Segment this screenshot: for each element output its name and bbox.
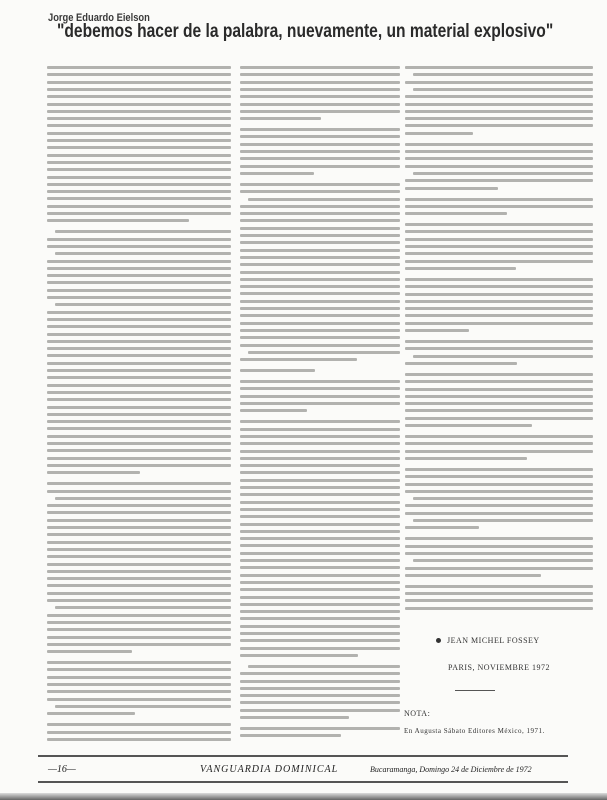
text-line xyxy=(240,716,349,719)
text-line xyxy=(405,599,593,602)
text-line xyxy=(240,493,400,496)
text-line xyxy=(47,88,231,91)
text-line xyxy=(55,497,231,500)
text-line xyxy=(240,552,400,555)
text-line xyxy=(47,95,231,98)
text-line xyxy=(240,157,400,160)
text-line xyxy=(405,395,593,398)
divider xyxy=(455,690,495,691)
text-line xyxy=(240,227,400,230)
text-line xyxy=(248,198,400,201)
text-line xyxy=(240,110,400,113)
text-line xyxy=(240,150,400,153)
text-line xyxy=(405,117,593,120)
text-line xyxy=(240,654,358,657)
text-line xyxy=(240,271,400,274)
text-line xyxy=(405,504,593,507)
text-line xyxy=(240,581,400,584)
text-line xyxy=(413,497,593,500)
text-line xyxy=(240,647,400,650)
text-line xyxy=(405,468,593,471)
text-line xyxy=(47,391,231,394)
text-line xyxy=(240,727,400,730)
text-line xyxy=(405,252,593,255)
author-signature xyxy=(436,636,540,645)
text-line xyxy=(47,511,231,514)
text-line xyxy=(240,322,400,325)
text-line xyxy=(405,388,593,391)
text-line xyxy=(405,435,593,438)
text-line xyxy=(413,172,593,175)
text-line xyxy=(240,559,400,562)
text-line xyxy=(47,274,231,277)
text-line xyxy=(240,336,400,339)
text-line xyxy=(47,723,231,726)
text-line xyxy=(405,567,593,570)
text-line xyxy=(240,603,400,606)
text-line xyxy=(405,592,593,595)
text-line xyxy=(47,124,231,127)
text-line xyxy=(47,584,231,587)
text-line xyxy=(405,267,516,270)
text-line xyxy=(405,260,593,263)
text-line xyxy=(405,143,593,146)
text-line xyxy=(47,621,231,624)
text-line xyxy=(405,607,593,610)
text-line xyxy=(405,322,593,325)
text-line xyxy=(47,197,231,200)
text-line xyxy=(47,712,135,715)
text-line xyxy=(240,734,341,737)
text-line xyxy=(47,333,231,336)
text-line xyxy=(240,300,400,303)
text-line xyxy=(47,139,231,142)
text-line xyxy=(405,373,593,376)
text-line xyxy=(47,519,231,522)
article-headline: "debemos hacer de la palabra, nuevamente, un material explosivo" xyxy=(57,21,554,42)
text-line xyxy=(240,428,400,431)
text-line xyxy=(47,570,231,573)
text-line xyxy=(240,479,400,482)
text-line xyxy=(240,523,400,526)
text-line xyxy=(47,132,231,135)
text-line xyxy=(47,110,231,113)
text-line xyxy=(55,705,231,708)
bullet-icon xyxy=(436,638,441,643)
text-line xyxy=(47,81,231,84)
text-line xyxy=(240,701,400,704)
text-line xyxy=(240,709,400,712)
text-line xyxy=(405,165,593,168)
text-line xyxy=(55,252,231,255)
text-line xyxy=(47,73,231,76)
masthead: VANGUARDIA DOMINICAL xyxy=(200,764,339,775)
text-line xyxy=(240,292,400,295)
text-line xyxy=(240,617,400,620)
text-line xyxy=(240,172,314,175)
text-line xyxy=(405,179,593,182)
page-edge xyxy=(0,793,607,800)
text-line xyxy=(47,398,231,401)
text-line xyxy=(405,450,593,453)
text-line xyxy=(47,577,231,580)
text-line xyxy=(47,362,231,365)
text-line xyxy=(405,402,593,405)
text-line xyxy=(240,574,400,577)
text-line xyxy=(405,417,593,420)
text-line xyxy=(405,300,593,303)
text-line xyxy=(405,442,593,445)
text-line xyxy=(248,665,400,668)
text-line xyxy=(405,110,593,113)
text-line xyxy=(240,596,400,599)
text-line xyxy=(240,329,400,332)
text-line xyxy=(240,165,400,168)
text-line xyxy=(240,420,400,423)
text-line xyxy=(47,650,132,653)
text-line xyxy=(240,66,400,69)
text-line xyxy=(240,256,400,259)
text-line xyxy=(405,223,593,226)
text-line xyxy=(47,154,231,157)
text-line xyxy=(240,588,400,591)
text-line xyxy=(240,205,400,208)
text-line xyxy=(240,442,400,445)
text-line xyxy=(47,406,231,409)
text-line xyxy=(413,355,593,358)
text-line xyxy=(240,369,315,372)
text-line xyxy=(47,541,231,544)
text-line xyxy=(47,427,231,430)
text-line xyxy=(47,260,231,263)
text-line xyxy=(405,380,593,383)
text-line xyxy=(47,555,231,558)
signature-text: JEAN MICHEL FOSSEY xyxy=(447,636,540,645)
text-line xyxy=(240,358,357,361)
text-line xyxy=(405,285,593,288)
text-line xyxy=(47,533,231,536)
text-line xyxy=(405,483,593,486)
text-line xyxy=(240,387,400,390)
text-line xyxy=(47,731,231,734)
text-line xyxy=(47,526,231,529)
text-line xyxy=(240,464,400,467)
text-line xyxy=(47,281,231,284)
text-line xyxy=(55,230,231,233)
text-line xyxy=(248,351,400,354)
text-line xyxy=(240,128,400,131)
text-line xyxy=(405,424,532,427)
text-line xyxy=(47,482,231,485)
text-line xyxy=(47,340,231,343)
text-line xyxy=(405,574,541,577)
text-line xyxy=(240,680,400,683)
text-line xyxy=(240,278,400,281)
text-line xyxy=(240,508,400,511)
text-line xyxy=(47,318,231,321)
text-line xyxy=(413,88,593,91)
text-line xyxy=(405,212,507,215)
text-line xyxy=(405,347,593,350)
text-line xyxy=(240,409,307,412)
text-line xyxy=(240,234,400,237)
text-line xyxy=(47,449,231,452)
text-line xyxy=(240,471,400,474)
text-line xyxy=(47,614,231,617)
text-line xyxy=(405,475,593,478)
text-line xyxy=(240,544,400,547)
text-line xyxy=(240,515,400,518)
text-line xyxy=(405,278,593,281)
text-line xyxy=(47,464,231,467)
text-line xyxy=(240,632,400,635)
text-line xyxy=(47,205,231,208)
text-line xyxy=(240,639,400,642)
text-line xyxy=(47,296,231,299)
text-line xyxy=(405,205,593,208)
text-line xyxy=(405,512,593,515)
text-line xyxy=(240,625,400,628)
text-line xyxy=(405,329,469,332)
text-line xyxy=(47,103,231,106)
text-line xyxy=(240,135,400,138)
text-line xyxy=(240,672,400,675)
text-line xyxy=(47,289,231,292)
text-line xyxy=(240,435,400,438)
text-line xyxy=(240,103,400,106)
text-line xyxy=(405,307,593,310)
footer-bottom-rule xyxy=(38,781,568,783)
text-line xyxy=(47,354,231,357)
text-line xyxy=(47,168,231,171)
text-line xyxy=(405,409,593,412)
text-line xyxy=(405,585,593,588)
text-line xyxy=(405,150,593,153)
text-line xyxy=(405,198,593,201)
text-line xyxy=(413,519,593,522)
nota-label: NOTA: xyxy=(404,709,431,718)
text-line xyxy=(405,293,593,296)
text-line xyxy=(405,124,593,127)
text-line xyxy=(405,340,593,343)
text-line xyxy=(240,537,400,540)
text-line xyxy=(240,457,400,460)
text-line xyxy=(47,267,231,270)
text-line xyxy=(405,157,593,160)
text-line xyxy=(240,380,400,383)
page-number: —16— xyxy=(48,764,76,775)
text-line xyxy=(240,486,400,489)
text-line xyxy=(240,610,400,613)
text-line xyxy=(405,490,593,493)
text-line xyxy=(55,303,231,306)
text-line xyxy=(47,435,231,438)
text-line xyxy=(405,362,517,365)
text-line xyxy=(240,285,400,288)
text-line xyxy=(47,376,231,379)
text-line xyxy=(47,676,231,679)
text-line xyxy=(47,592,231,595)
text-line xyxy=(240,73,400,76)
text-line xyxy=(240,183,400,186)
text-line xyxy=(240,212,400,215)
text-line xyxy=(240,219,400,222)
text-line xyxy=(240,566,400,569)
text-line xyxy=(47,183,231,186)
text-line xyxy=(240,395,400,398)
text-line xyxy=(47,219,189,222)
text-line xyxy=(405,103,593,106)
text-line xyxy=(405,238,593,241)
text-line xyxy=(47,471,140,474)
text-line xyxy=(405,245,593,248)
text-line xyxy=(47,146,231,149)
text-line xyxy=(405,230,593,233)
text-line xyxy=(240,81,400,84)
text-line xyxy=(47,384,231,387)
nota-text: En Augusta Sábato Editores México, 1971. xyxy=(404,727,545,735)
text-line xyxy=(47,490,231,493)
place-date: PARIS, NOVIEMBRE 1972 xyxy=(448,663,550,672)
text-line xyxy=(405,95,593,98)
text-line xyxy=(240,687,400,690)
text-line xyxy=(240,501,400,504)
footer-top-rule xyxy=(38,755,568,757)
text-line xyxy=(240,117,321,120)
text-line xyxy=(405,552,593,555)
text-line xyxy=(47,563,231,566)
text-line xyxy=(47,117,231,120)
text-line xyxy=(47,668,231,671)
text-line xyxy=(405,545,593,548)
text-line xyxy=(47,683,231,686)
text-line xyxy=(47,548,231,551)
text-line xyxy=(47,442,231,445)
text-line xyxy=(405,66,593,69)
text-line xyxy=(240,95,400,98)
text-line xyxy=(240,249,400,252)
text-line xyxy=(405,81,593,84)
text-line xyxy=(240,344,400,347)
text-line xyxy=(405,457,527,460)
text-line xyxy=(240,314,400,317)
article-byline: Jorge Eduardo Eielson xyxy=(48,12,150,24)
text-line xyxy=(405,314,593,317)
text-line xyxy=(405,537,593,540)
text-line xyxy=(240,88,400,91)
text-line xyxy=(47,176,231,179)
text-line xyxy=(47,190,231,193)
text-line xyxy=(47,628,231,631)
text-line xyxy=(240,530,400,533)
issue-date: Bucaramanga, Domingo 24 de Diciembre de 1972 xyxy=(370,765,532,774)
text-line xyxy=(240,143,400,146)
text-line xyxy=(405,187,498,190)
text-line xyxy=(47,636,231,639)
text-line xyxy=(47,599,231,602)
text-line xyxy=(47,161,231,164)
text-line xyxy=(413,559,593,562)
text-line xyxy=(240,241,400,244)
text-line xyxy=(240,402,400,405)
text-line xyxy=(47,413,231,416)
text-line xyxy=(47,698,231,701)
text-line xyxy=(47,369,231,372)
text-line xyxy=(47,661,231,664)
text-line xyxy=(240,263,400,266)
text-line xyxy=(47,420,231,423)
text-line xyxy=(47,245,231,248)
text-line xyxy=(405,132,473,135)
text-line xyxy=(47,738,231,741)
text-line xyxy=(55,606,231,609)
text-line xyxy=(240,694,400,697)
text-line xyxy=(47,311,231,314)
text-line xyxy=(405,526,479,529)
text-line xyxy=(47,643,231,646)
text-line xyxy=(47,212,231,215)
text-line xyxy=(413,73,593,76)
text-line xyxy=(47,690,231,693)
text-line xyxy=(240,190,400,193)
text-line xyxy=(47,66,231,69)
text-line xyxy=(240,450,400,453)
text-line xyxy=(47,457,231,460)
text-line xyxy=(47,325,231,328)
text-line xyxy=(47,504,231,507)
text-line xyxy=(240,307,400,310)
text-line xyxy=(47,238,231,241)
text-line xyxy=(47,347,231,350)
